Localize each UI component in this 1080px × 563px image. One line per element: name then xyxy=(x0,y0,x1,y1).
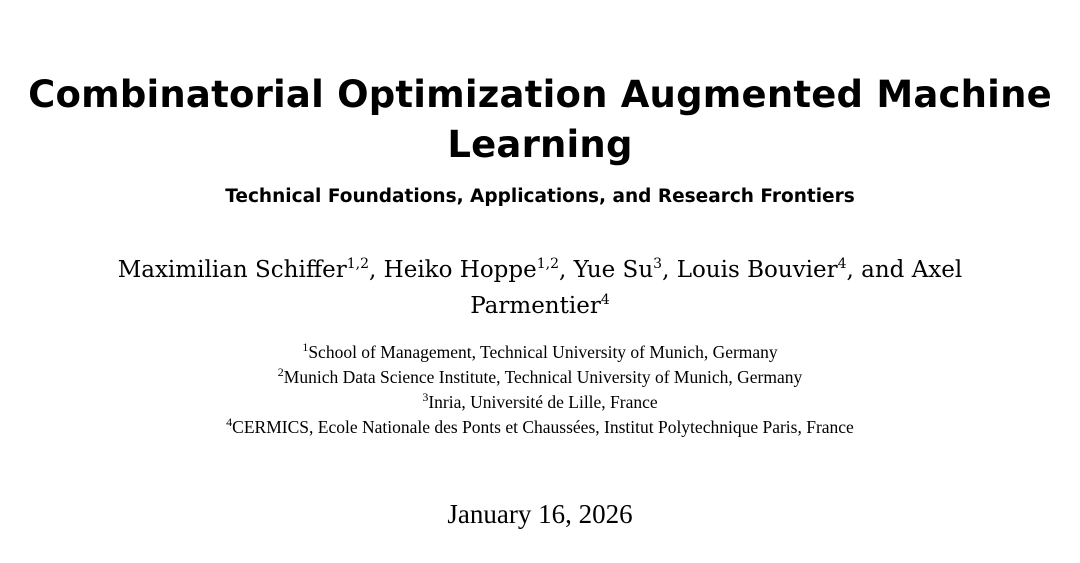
author-affiliation-marker: 4 xyxy=(600,292,610,308)
affiliation-item xyxy=(0,340,1080,365)
author-affiliation-marker: 3 xyxy=(653,256,663,272)
paper-title xyxy=(0,70,1080,170)
affiliation-text: School of Management, Technical University of Munich, Germany xyxy=(308,342,778,362)
author-affiliation-marker: 4 xyxy=(837,256,847,272)
paper-subtitle: Technical Foundations, Applications, and Research Frontiers xyxy=(225,186,855,207)
author-name: Parmentier xyxy=(470,293,601,319)
paper-title-line-1: Combinatorial Optimization Augmented Machine xyxy=(28,73,1052,116)
affiliation-number: 3 xyxy=(422,390,429,404)
author-line-2 xyxy=(40,288,1040,324)
author-name: Maximilian Schiffer xyxy=(117,257,347,283)
author-affiliation-marker: 1,2 xyxy=(346,256,370,272)
author-separator: , xyxy=(559,257,574,283)
author-name: Louis Bouvier xyxy=(676,257,838,283)
affiliation-text: Inria, Université de Lille, France xyxy=(428,392,658,412)
author-list xyxy=(40,252,1040,324)
publication-date: January 16, 2026 xyxy=(447,499,633,529)
author-name: Axel xyxy=(911,257,963,283)
author-line-1 xyxy=(40,252,1040,288)
affiliation-number: 1 xyxy=(302,340,309,354)
author-name: Heiko Hoppe xyxy=(383,257,537,283)
affiliation-text: CERMICS, Ecole Nationale des Ponts et Chaussées, Institut Polytechnique Paris, France xyxy=(232,417,854,437)
affiliation-number: 2 xyxy=(277,365,284,379)
affiliation-item xyxy=(0,390,1080,415)
affiliation-list xyxy=(0,340,1080,440)
author-separator: , and xyxy=(846,257,912,283)
author-name: Yue Su xyxy=(573,257,654,283)
author-affiliation-marker: 1,2 xyxy=(536,256,560,272)
author-separator: , xyxy=(662,257,677,283)
affiliation-number: 4 xyxy=(226,415,233,429)
author-separator: , xyxy=(369,257,384,283)
affiliation-text: Munich Data Science Institute, Technical University of Munich, Germany xyxy=(283,367,803,387)
affiliation-item xyxy=(0,365,1080,390)
affiliation-item xyxy=(0,415,1080,440)
paper-title-line-2: Learning xyxy=(447,123,633,166)
